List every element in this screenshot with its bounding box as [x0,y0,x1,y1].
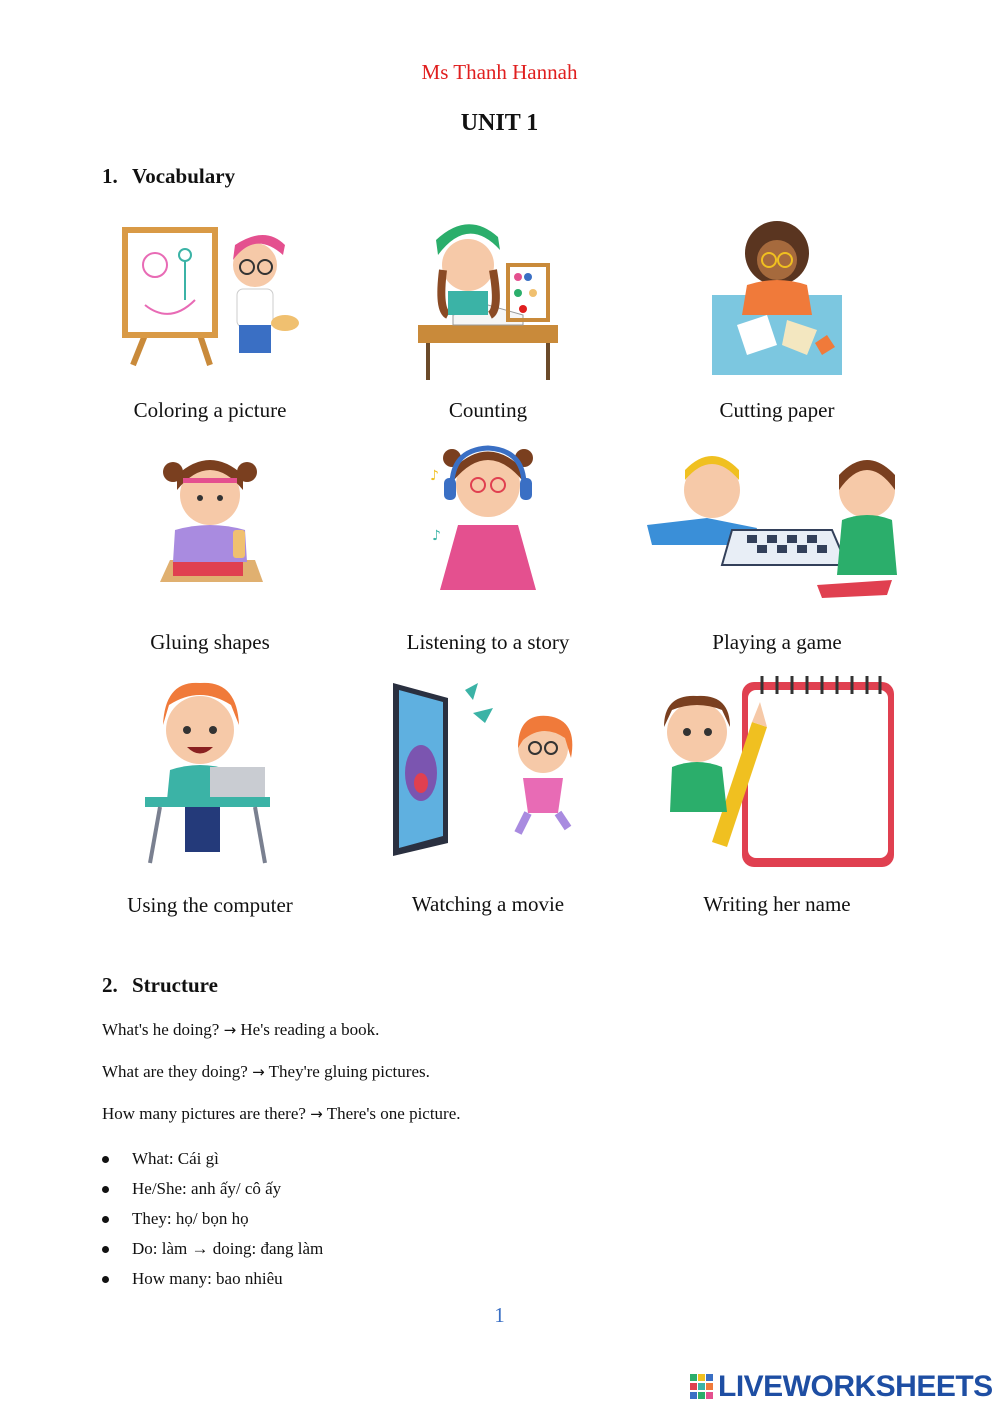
vocabulary-number: 1. [102,164,118,188]
sentence-answer: There's one picture. [326,1104,461,1123]
vocab-label-movie: Watching a movie [411,892,565,916]
girl-painting-easel-icon [115,215,305,375]
vocab-card-computer [80,675,340,917]
boy-laptop-icon [145,675,275,865]
structure-sentence [102,1020,379,1040]
liveworksheets-logo-icon [690,1374,714,1400]
boy-pencil-notepad-icon [652,672,902,872]
brand-text: LIVEWORKSHEETS [718,1370,993,1403]
sentence-question: What are they doing? [102,1062,248,1081]
vocab-label-listening: Listening to a story [406,630,570,654]
sentence-question: How many pictures are there? [102,1104,306,1123]
structure-heading [102,973,218,998]
vocabulary-heading [102,164,235,189]
author-name: Ms Thanh Hannah [421,60,578,84]
girl-gluing-shapes-icon [155,450,265,585]
vocab-card-counting [358,215,618,422]
svg-text:♪: ♪ [432,528,441,544]
vocab-label-counting: Counting [448,398,528,422]
list-item: They: họ/ bọn họ [102,1207,323,1237]
sentence-question: What's he doing? [102,1020,220,1039]
vocab-label-coloring: Coloring a picture [133,398,287,422]
vocab-label-writing: Writing her name [703,892,851,916]
girl-counting-abacus-icon [408,215,568,385]
vocab-label-gluing: Gluing shapes [150,630,270,654]
girl-watching-tv-icon [393,678,583,858]
svg-text:♪: ♪ [430,468,439,484]
vocab-card-playing [647,450,907,654]
vocab-card-cutting [647,215,907,422]
list-item: He/She: anh ấy/ cô ấy [102,1177,323,1207]
vocab-label-playing: Playing a game [712,630,842,654]
arrow-icon: → [252,1063,265,1081]
sentence-answer: He's reading a book. [240,1020,380,1039]
vocab-label-cutting: Cutting paper [719,398,835,422]
vocab-card-movie [358,678,618,916]
vocab-card-coloring [80,215,340,422]
vocab-card-writing [647,672,907,916]
girl-headphones-icon [428,440,548,595]
vocab-card-listening [358,440,618,654]
structure-sentence [102,1062,430,1082]
vocabulary-heading-text: Vocabulary [132,164,236,188]
unit-title: UNIT 1 [460,110,539,136]
vocab-card-gluing [80,450,340,654]
list-item: Do: làm → doing: đang làm [102,1237,323,1267]
liveworksheets-brand[interactable] [690,1370,993,1406]
kids-playing-chess-icon [647,450,912,605]
list-item: What: Cái gì [102,1147,323,1177]
sentence-answer: They're gluing pictures. [268,1062,430,1081]
structure-number: 2. [102,973,118,997]
kid-cutting-paper-icon [707,215,847,380]
arrow-icon: → [310,1105,323,1123]
vocabulary-notes-list [102,1147,323,1297]
arrow-icon: → [223,1021,237,1039]
page-number: 1 [494,1303,505,1327]
structure-heading-text: Structure [132,973,218,997]
vocab-label-computer: Using the computer [127,893,293,917]
structure-sentence [102,1104,461,1124]
list-item: How many: bao nhiêu [102,1267,323,1297]
